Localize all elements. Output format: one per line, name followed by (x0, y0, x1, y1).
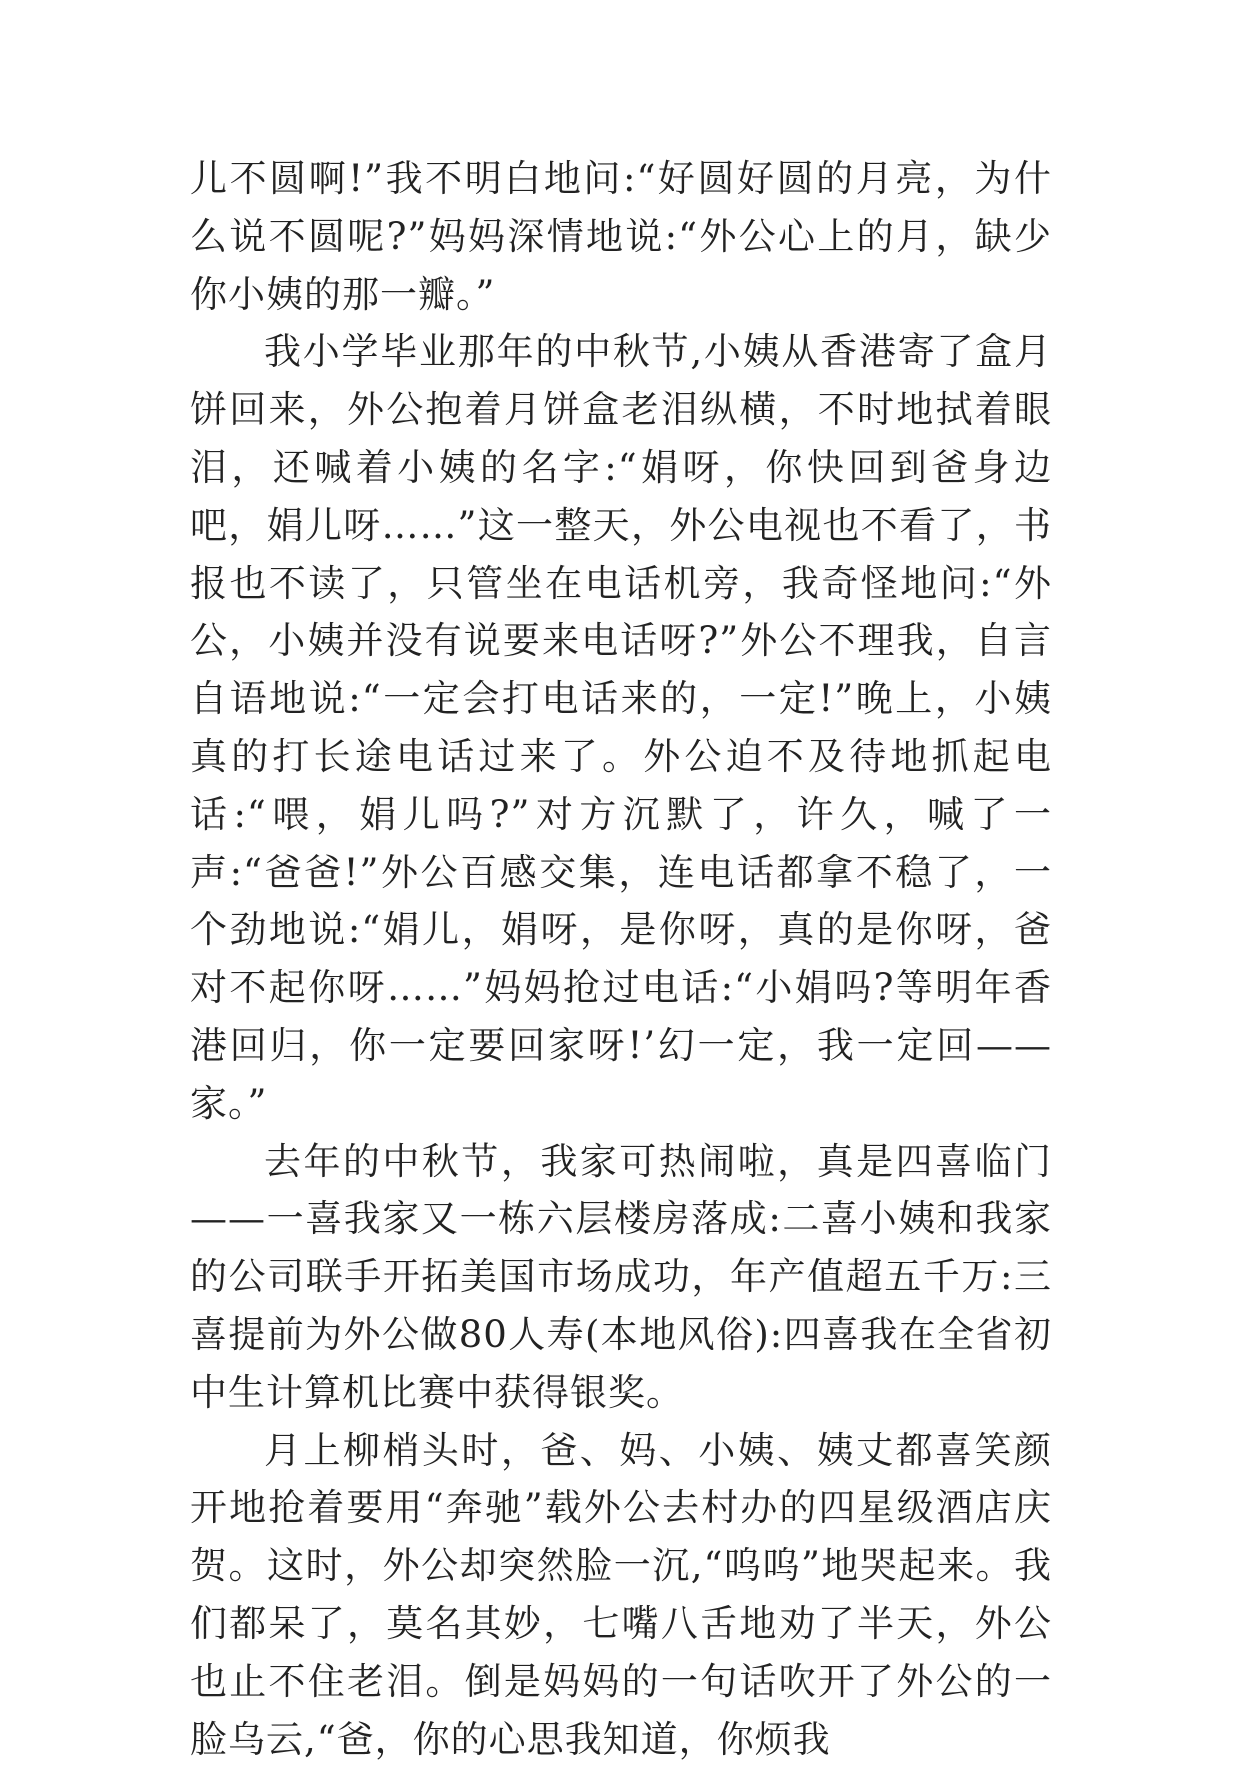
paragraph: 去年的中秋节，我家可热闹啦，真是四喜临门——一喜我家又一栋六层楼房落成:二喜小姨和我家的公司联手开拓美国市场成功，年产值超五千万:三喜提前为外公做80人寿(本地风俗):四喜我在全省初中生计算机比赛中获得银奖。 (190, 1139, 1052, 1414)
paragraph: 儿不圆啊!”我不明白地问:“好圆好圆的月亮，为什么说不圆呢?”妈妈深情地说:“外公心上的月，缺少你小姨的那一瓣。” (190, 157, 1052, 316)
paragraph: 月上柳梢头时，爸、妈、小姨、姨丈都喜笑颜开地抢着要用“奔驰”载外公去村办的四星级酒店庆贺。这时，外公却突然脸一沉,“呜呜”地哭起来。我们都呆了，莫名其妙，七嘴八舌地劝了半天，外公也止不住老泪。倒是妈妈的一句话吹开了外公的一脸乌云,“爸，你的心思我知道，你烦我 (190, 1428, 1052, 1761)
paragraph: 我小学毕业那年的中秋节,小姨从香港寄了盒月饼回来，外公抱着月饼盒老泪纵横，不时地拭着眼泪，还喊着小姨的名字:“娟呀，你快回到爸身边吧，娟儿呀……”这一整天，外公电视也不看了，书报也不读了，只管坐在电话机旁，我奇怪地问:“外公，小姨并没有说要来电话呀?”外公不理我，自言自语地说:“一定会打电话来的，一定!”晚上，小姨真的打长途电话过来了。外公迫不及待地抓起电话:“喂，娟儿吗?”对方沉默了，许久，喊了一声:“爸爸!”外公百感交集，连电话都拿不稳了，一个劲地说:“娟儿，娟呀，是你呀，真的是你呀，爸对不起你呀……”妈妈抢过电话:“小娟吗?等明年香港回归，你一定要回家呀!’幻一定，我一定回——家。” (190, 330, 1052, 1125)
body-text (190, 150, 1052, 1768)
